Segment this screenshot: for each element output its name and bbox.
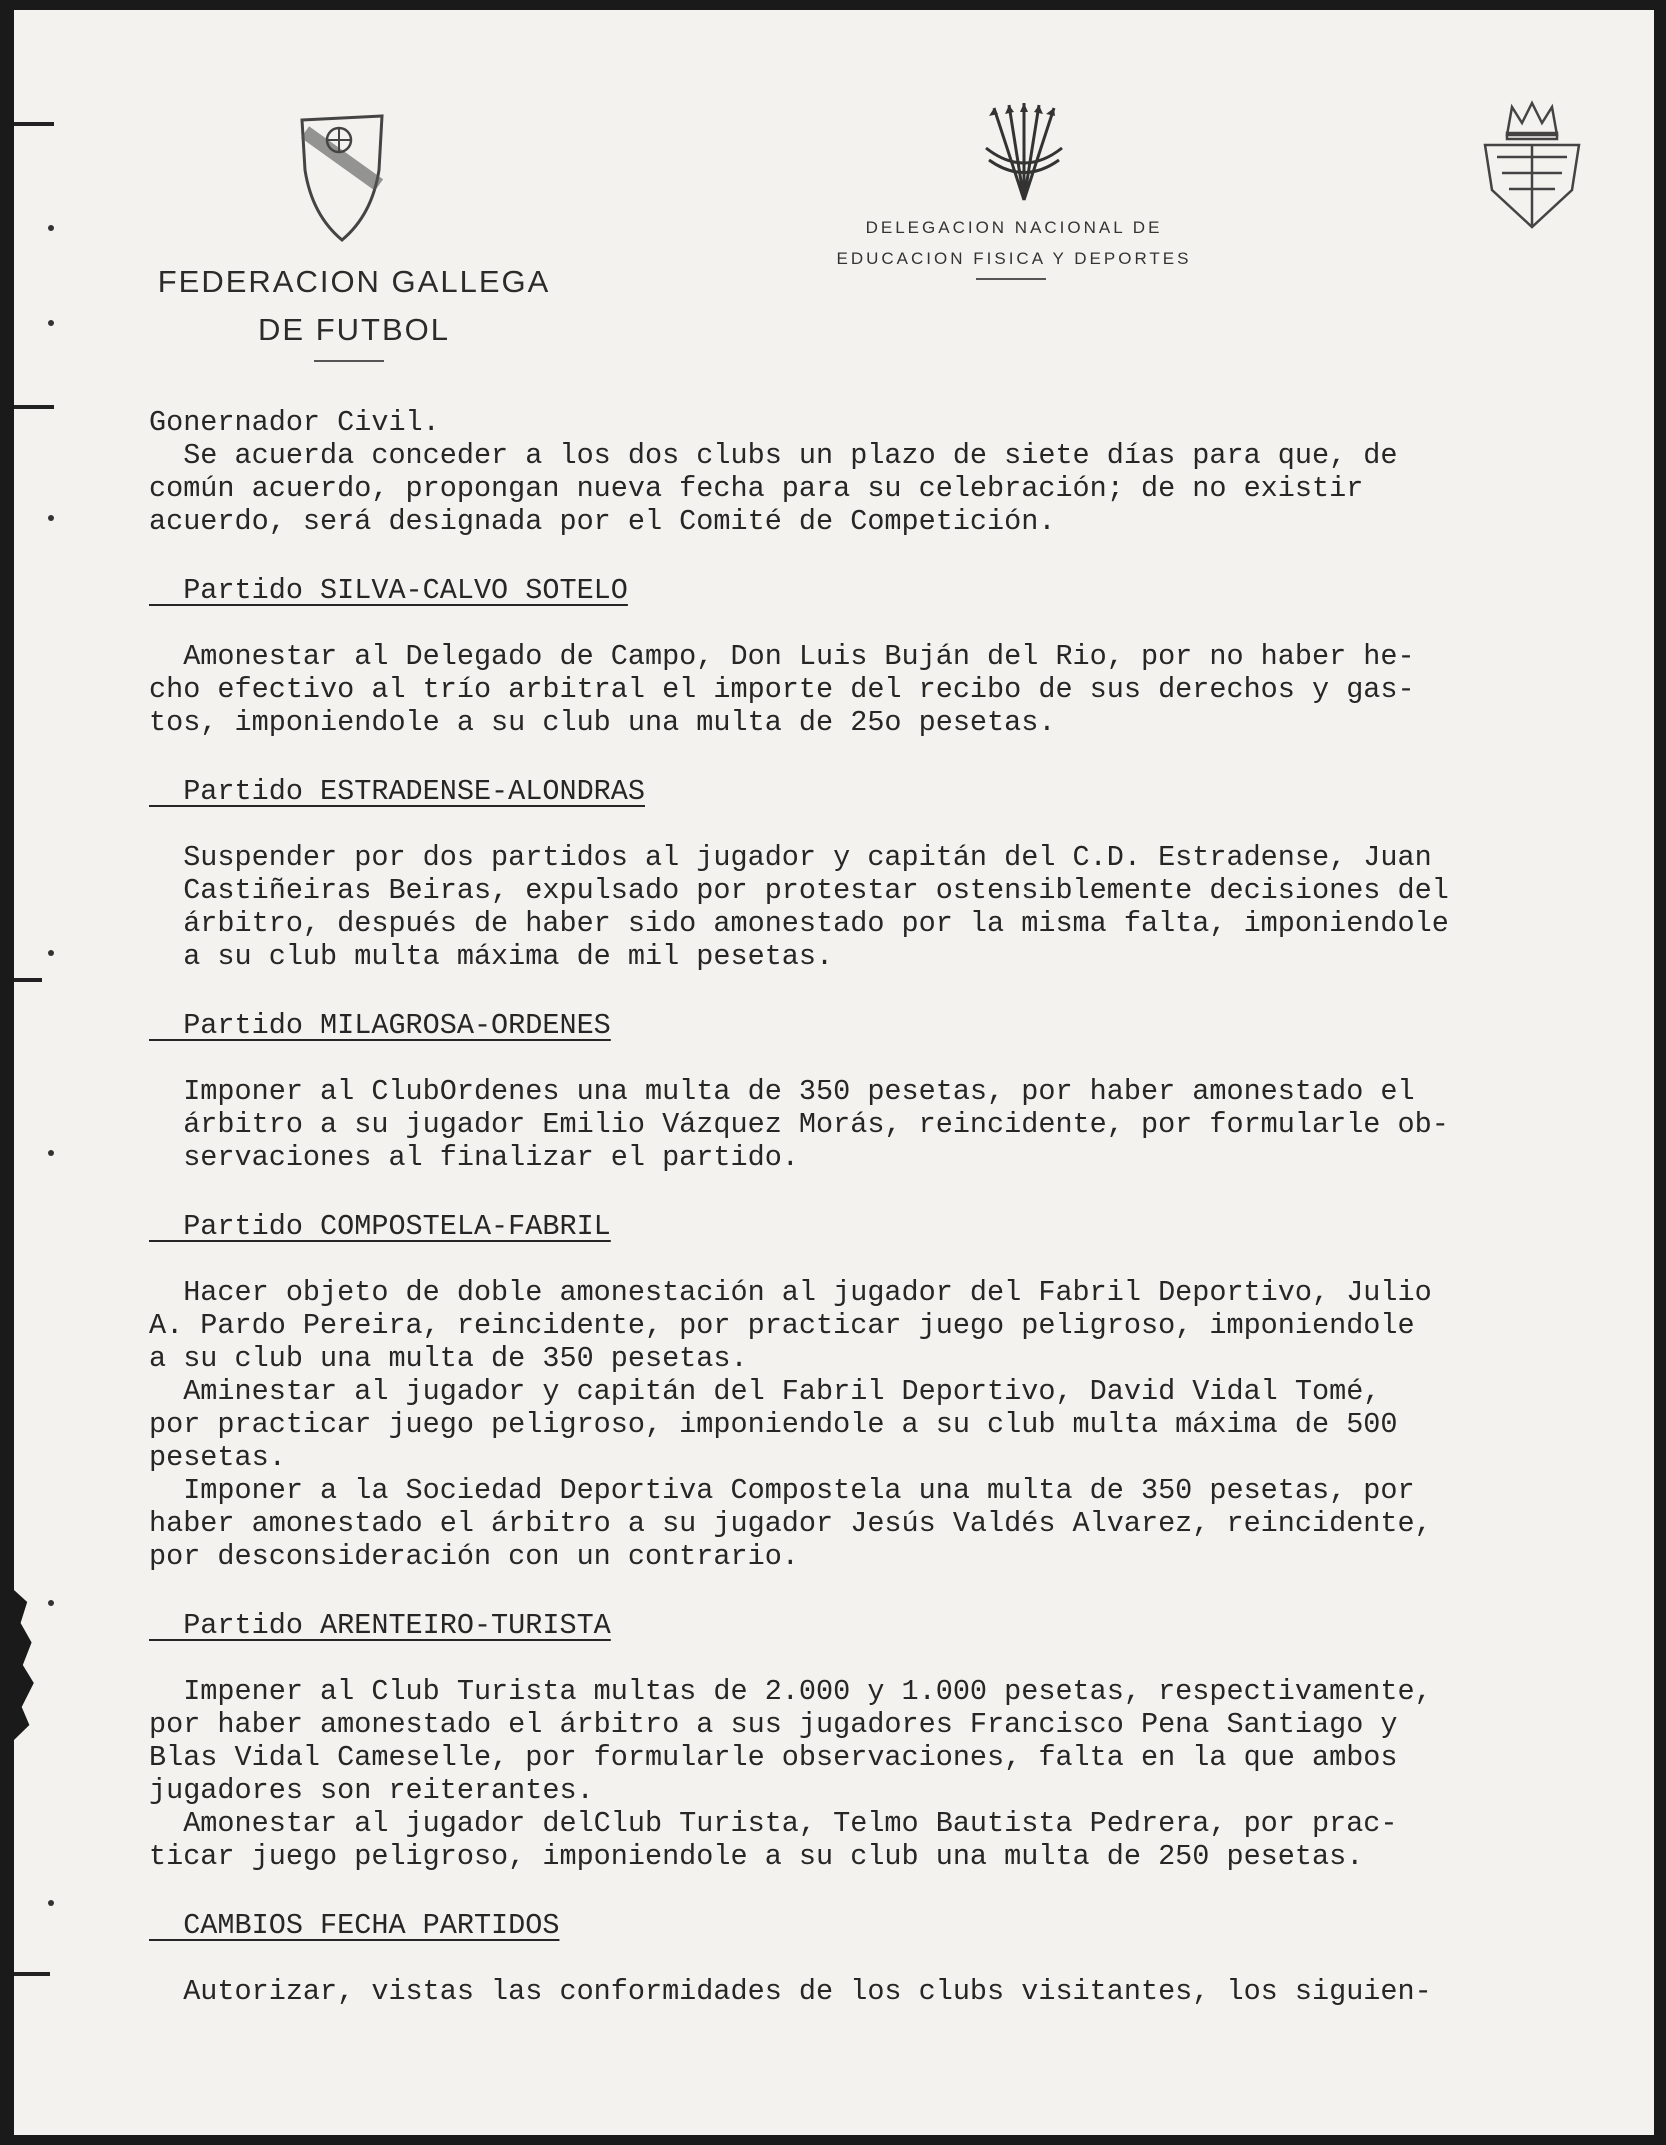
hole-mark (48, 320, 54, 326)
body-line: pesetas. (149, 1441, 286, 1474)
body-line: haber amonestado el árbitro a su jugador Jesús Valdés Alvarez, reincidente, (149, 1507, 1432, 1540)
body-line: Hacer objeto de doble amonestación al jugador del Fabril Deportivo, Julio (149, 1276, 1432, 1309)
binder-mark (14, 978, 42, 982)
body-line: Amonestar al jugador delClub Turista, Telmo Bautista Pedrera, por prac- (149, 1807, 1398, 1840)
header-rule-left (314, 360, 384, 362)
binder-mark (14, 122, 54, 126)
federation-name-line2: DE FUTBOL (258, 312, 450, 347)
body-line: a su club una multa de 350 pesetas. (149, 1342, 748, 1375)
body-line: por practicar juego peligroso, imponiendole a su club multa máxima de 500 (149, 1408, 1398, 1441)
binder-mark (14, 1972, 50, 1976)
delegation-line2: EDUCACION FISICA Y DEPORTES (836, 249, 1192, 268)
section-intro (149, 406, 1649, 538)
document-body (149, 406, 1649, 2008)
hole-mark (48, 1150, 54, 1156)
body-line: Amonestar al Delegado de Campo, Don Luis Buján del Rio, por no haber he- (149, 640, 1415, 673)
hole-mark (48, 1600, 54, 1606)
body-line: servaciones al finalizar el partido. (149, 1141, 799, 1174)
body-line: jugadores son reiterantes. (149, 1774, 594, 1807)
body-line: Aminestar al jugador y capitán del Fabril Deportivo, David Vidal Tomé, (149, 1375, 1381, 1408)
section-cambios-fecha (149, 1909, 1649, 2008)
body-line: cho efectivo al trío arbitral el importe del recibo de sus derechos y gas- (149, 673, 1415, 706)
section-heading: Partido ARENTEIRO-TURISTA (149, 1609, 611, 1642)
section-arenteiro-turista (149, 1609, 1649, 1873)
body-line: árbitro a su jugador Emilio Vázquez Morás, reincidente, por formularle ob- (149, 1108, 1449, 1141)
federation-name-line1: FEDERACION GALLEGA (157, 264, 551, 299)
body-line: común acuerdo, propongan nueva fecha para su celebración; de no existir (149, 472, 1364, 505)
delegation-line1: DELEGACION NACIONAL DE (865, 218, 1163, 237)
section-silva-calvo-sotelo (149, 574, 1649, 739)
body-line: tos, imponiendole a su club una multa de 25o pesetas. (149, 706, 1056, 739)
section-heading: Partido MILAGROSA-ORDENES (149, 1009, 611, 1042)
body-line: acuerdo, será designada por el Comité de Competición. (149, 505, 1056, 538)
body-line: ticar juego peligroso, imponiendole a su club una multa de 250 pesetas. (149, 1840, 1364, 1873)
delegation-name (784, 212, 1244, 274)
body-line: árbitro, después de haber sido amonestado por la misma falta, imponiendole (149, 907, 1449, 940)
hole-mark (48, 515, 54, 521)
section-heading: CAMBIOS FECHA PARTIDOS (149, 1909, 560, 1942)
hole-mark (48, 225, 54, 231)
section-estradense-alondras (149, 775, 1649, 973)
body-line: Imponer a la Sociedad Deportiva Compostela una multa de 350 pesetas, por (149, 1474, 1415, 1507)
federation-name (104, 258, 604, 354)
section-milagrosa-ordenes (149, 1009, 1649, 1174)
body-line: Blas Vidal Cameselle, por formularle observaciones, falta en la que ambos (149, 1741, 1398, 1774)
body-line: Imponer al ClubOrdenes una multa de 350 pesetas, por haber amonestado el (149, 1075, 1415, 1108)
body-line: Suspender por dos partidos al jugador y capitán del C.D. Estradense, Juan (149, 841, 1432, 874)
section-heading: Partido SILVA-CALVO SOTELO (149, 574, 628, 607)
body-line: Se acuerda conceder a los dos clubs un plazo de siete días para que, de (149, 439, 1398, 472)
body-line: Impener al Club Turista multas de 2.000 y 1.000 pesetas, respectivamente, (149, 1675, 1432, 1708)
section-compostela-fabril (149, 1210, 1649, 1573)
royal-crown-crest-icon (1477, 95, 1587, 235)
section-heading: Partido COMPOSTELA-FABRIL (149, 1210, 611, 1243)
body-line: A. Pardo Pereira, reincidente, por practicar juego peligroso, imponiendole (149, 1309, 1415, 1342)
body-line: a su club multa máxima de mil pesetas. (149, 940, 834, 973)
federation-shield-icon (297, 110, 387, 245)
yoke-arrows-icon (964, 100, 1084, 210)
torn-edge (14, 1590, 36, 1740)
body-line: por desconsideración con un contrario. (149, 1540, 799, 1573)
body-line: Autorizar, vistas las conformidades de los clubs visitantes, los siguien- (149, 1975, 1432, 2008)
hole-mark (48, 1900, 54, 1906)
body-line: Castiñeiras Beiras, expulsado por protestar ostensiblemente decisiones del (149, 874, 1449, 907)
document-page (14, 10, 1654, 2135)
header-rule-center (976, 278, 1046, 280)
body-line: por haber amonestado el árbitro a sus jugadores Francisco Pena Santiago y (149, 1708, 1398, 1741)
binder-mark (14, 405, 54, 409)
section-heading: Partido ESTRADENSE-ALONDRAS (149, 775, 645, 808)
body-line: Gonernador Civil. (149, 406, 440, 439)
hole-mark (48, 950, 54, 956)
